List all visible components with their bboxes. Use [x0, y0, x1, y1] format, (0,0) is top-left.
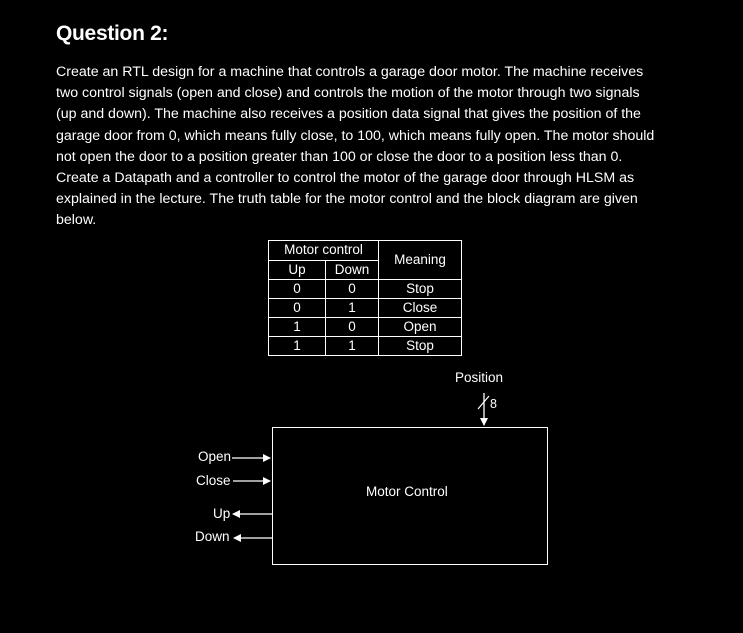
paragraph-line: Create a Datapath and a controller to control the motor of the garage door through HLSM as	[56, 170, 635, 187]
meaning-cell: Close	[379, 299, 462, 318]
paragraph-line: Create an RTL design for a machine that controls a garage door motor. The machine receives	[56, 64, 644, 80]
paragraph-line: explained in the lecture. The truth table for the motor control and the block diagram are given	[56, 191, 638, 208]
meaning-cell: Stop	[379, 337, 462, 356]
up-cell: 1	[269, 337, 326, 356]
question-title: Question 2:	[56, 22, 169, 45]
paragraph-line: (up and down). The machine also receives a position data signal that gives the position of the	[56, 106, 641, 123]
up-cell: 0	[269, 280, 326, 299]
bus-width-label: 8	[490, 397, 497, 411]
down-cell: 0	[326, 318, 379, 337]
up-header: Up	[269, 260, 326, 280]
up-cell: 1	[269, 318, 326, 337]
meaning-cell: Stop	[379, 280, 462, 299]
down-cell: 0	[326, 280, 379, 299]
motor-control-header: Motor control	[269, 241, 379, 261]
paragraph-line: not open the door to a position greater than 100 or close the door to a position less than 0.	[56, 148, 623, 165]
meaning-header: Meaning	[379, 241, 462, 280]
down-cell: 1	[326, 299, 379, 318]
open-input-label: Open	[198, 449, 232, 464]
down-output-label: Down	[195, 529, 230, 544]
up-output-label: Up	[213, 506, 231, 521]
up-cell: 0	[269, 299, 326, 318]
paragraph-line: below.	[56, 212, 97, 229]
paragraph-line: garage door from 0, which means fully close, to 100, which means fully open. The motor should	[56, 127, 655, 144]
down-cell: 1	[326, 337, 379, 356]
paragraph-line: two control signals (open and close) and controls the motion of the motor through two signals	[56, 85, 640, 102]
close-input-label: Close	[196, 473, 231, 488]
motor-control-label: Motor Control	[366, 484, 448, 499]
down-header: Down	[326, 260, 379, 280]
position-label: Position	[455, 370, 504, 385]
meaning-cell: Open	[379, 318, 462, 337]
